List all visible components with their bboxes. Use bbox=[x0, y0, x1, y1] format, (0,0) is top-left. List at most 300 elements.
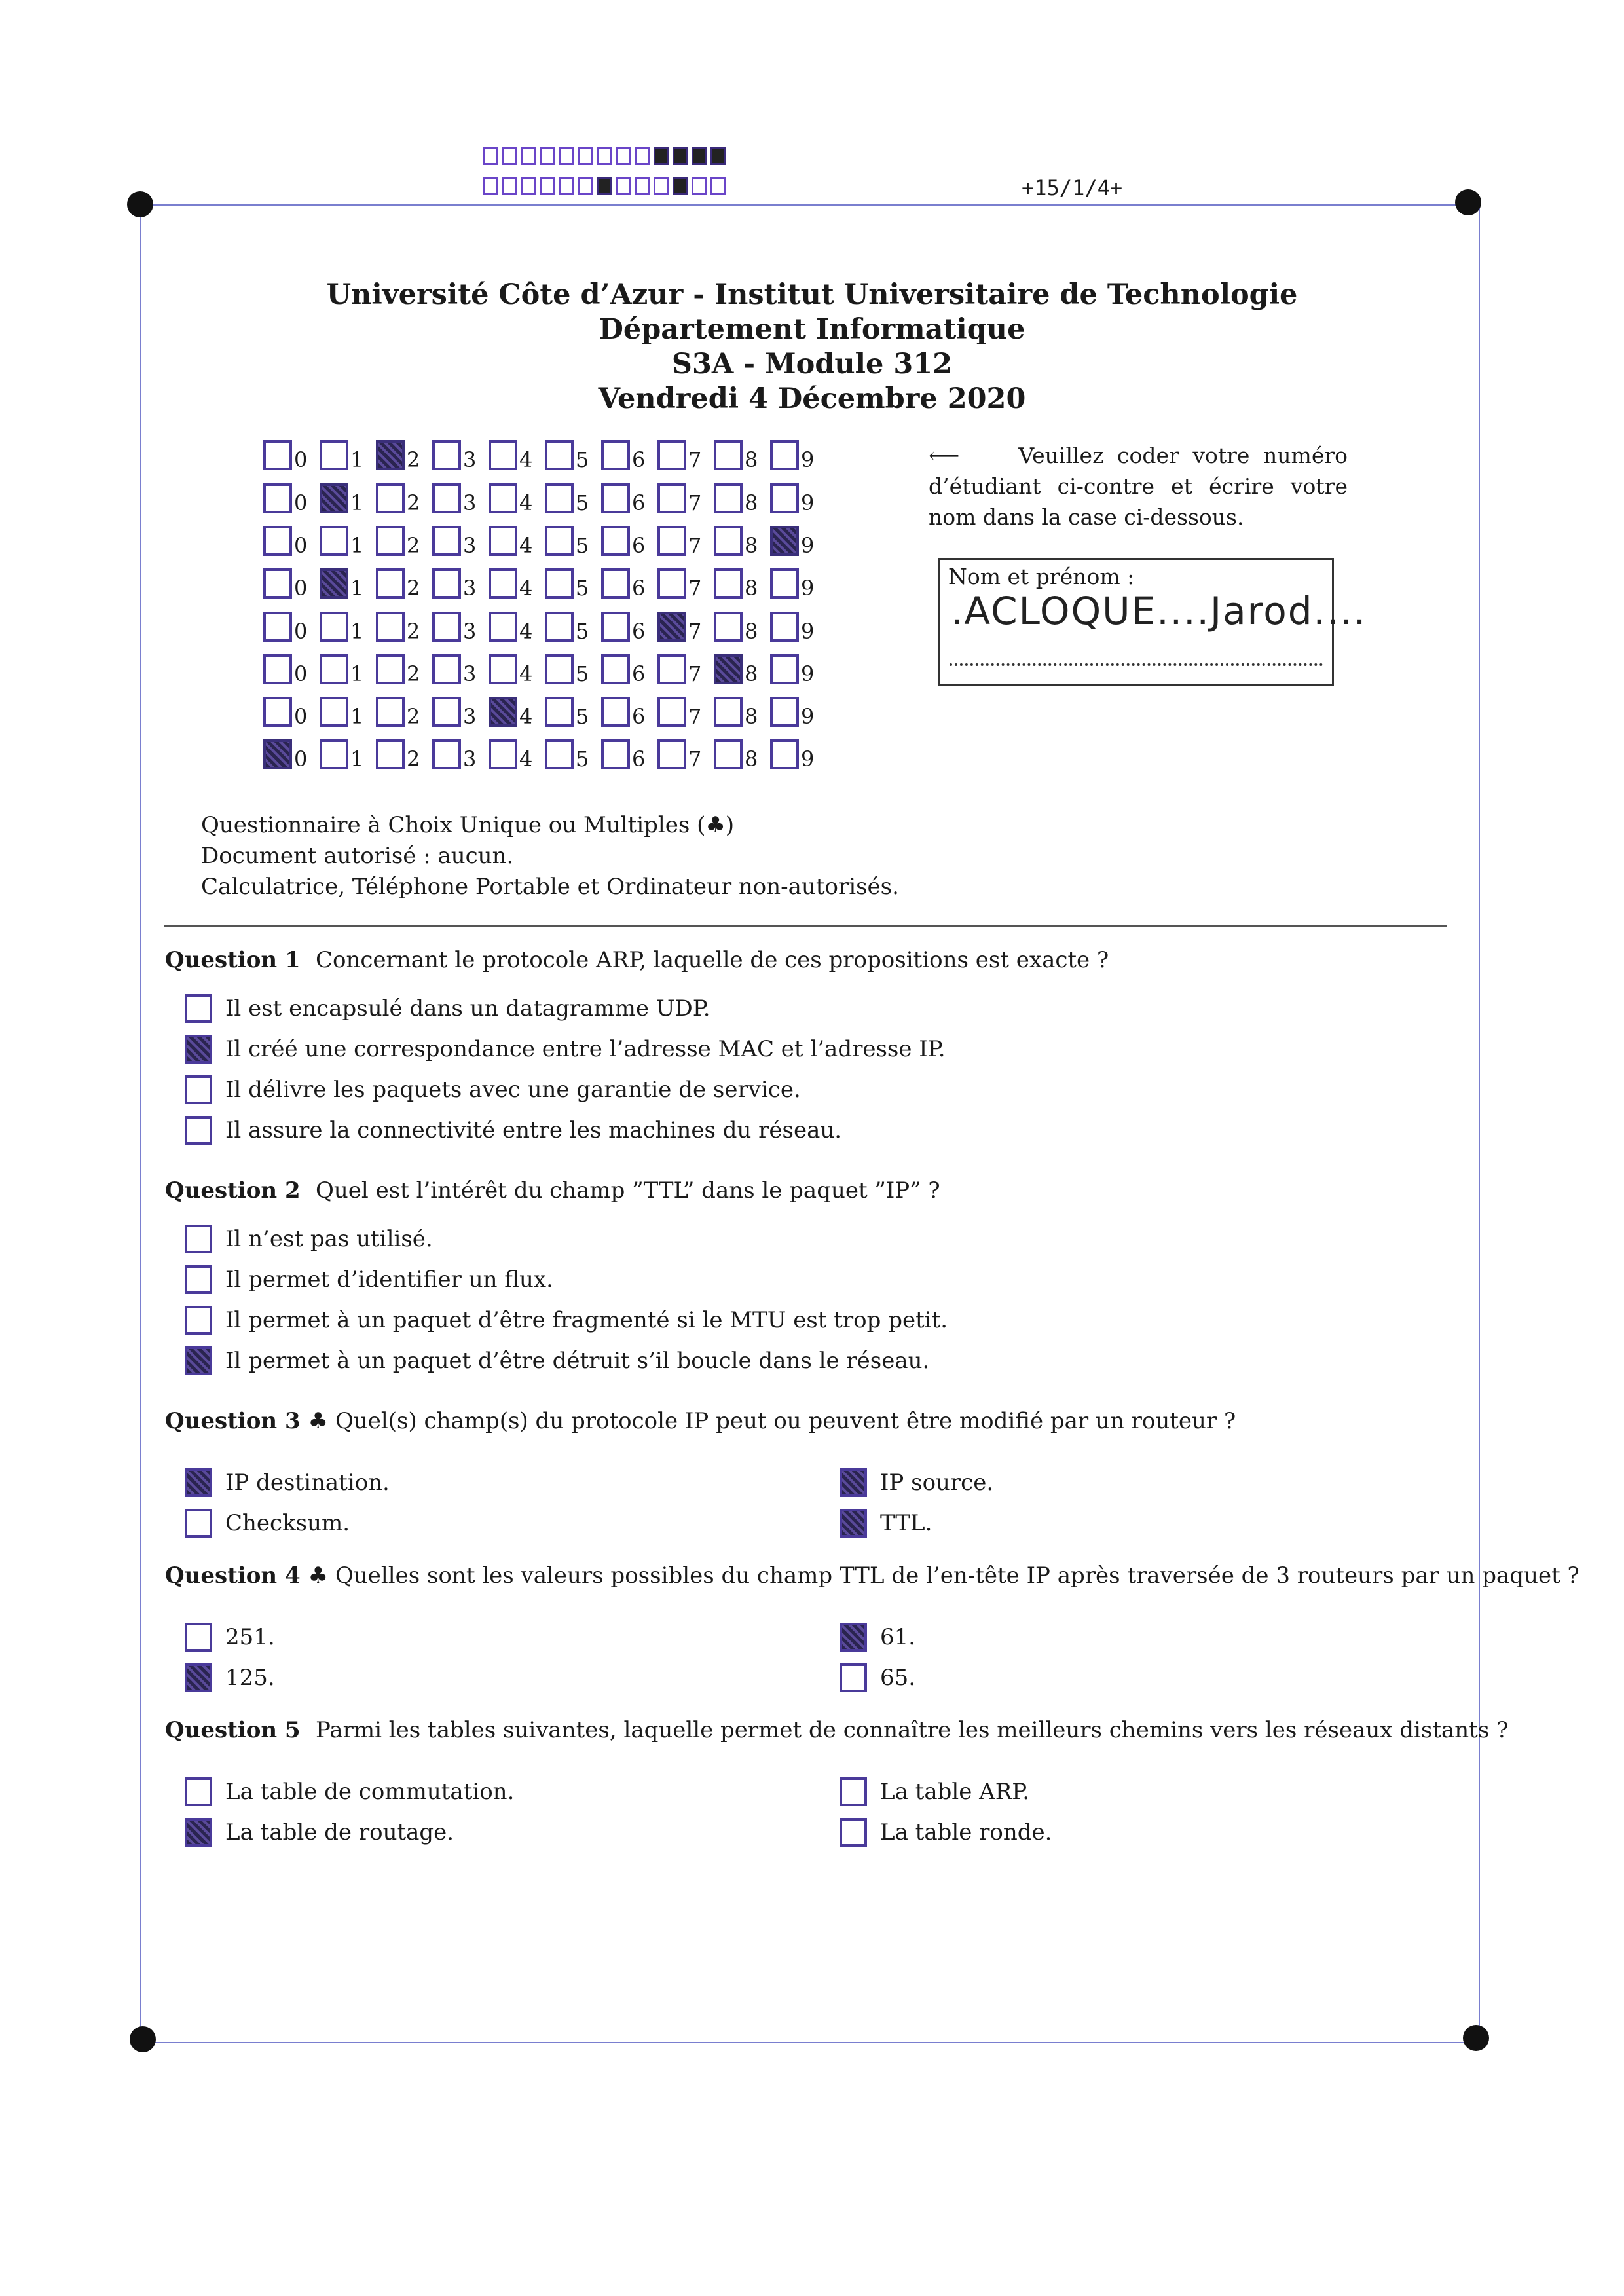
question-3-text: Quel(s) champ(s) du protocole IP peut ou peuvent être modifié par un routeur ? bbox=[335, 1408, 1236, 1434]
digit-option[interactable] bbox=[601, 612, 645, 642]
question-4-label: Question 4 ♣ bbox=[165, 1563, 328, 1589]
corner-dot-top-left bbox=[127, 191, 153, 217]
answer-text: La table de commutation. bbox=[225, 1779, 515, 1805]
digit-option[interactable] bbox=[489, 697, 532, 727]
digit-checkbox[interactable] bbox=[432, 568, 461, 599]
digit-checkbox[interactable] bbox=[770, 612, 799, 642]
digit-checkbox[interactable] bbox=[489, 568, 517, 599]
digit-option[interactable] bbox=[320, 654, 363, 684]
digit-option[interactable] bbox=[432, 440, 476, 470]
digit-label: 3 bbox=[463, 747, 477, 771]
digit-option[interactable] bbox=[545, 739, 589, 769]
digit-label: 1 bbox=[350, 661, 364, 686]
digit-option[interactable] bbox=[489, 739, 532, 769]
code-cell bbox=[540, 177, 555, 195]
digit-option[interactable] bbox=[432, 483, 476, 513]
q1-answer-1[interactable] bbox=[185, 994, 710, 1023]
code-cell bbox=[654, 177, 669, 195]
checkbox[interactable] bbox=[185, 1306, 212, 1335]
answer-text: La table ARP. bbox=[880, 1779, 1030, 1805]
question-3-title bbox=[165, 1408, 1236, 1434]
digit-option[interactable] bbox=[320, 440, 363, 470]
digit-option[interactable] bbox=[376, 697, 420, 727]
digit-label: 4 bbox=[519, 576, 533, 601]
digit-checkbox[interactable] bbox=[432, 526, 461, 556]
digit-option[interactable] bbox=[376, 739, 420, 769]
answer-text: Il créé une correspondance entre l’adresse MAC et l’adresse IP. bbox=[225, 1036, 946, 1062]
answer-text: La table de routage. bbox=[225, 1819, 454, 1845]
digit-checkbox[interactable] bbox=[545, 654, 574, 684]
digit-option[interactable] bbox=[263, 697, 307, 727]
digit-checkbox[interactable] bbox=[320, 612, 348, 642]
checkbox[interactable] bbox=[185, 1075, 212, 1104]
q1-answer-3[interactable] bbox=[185, 1075, 801, 1104]
digit-label: 3 bbox=[463, 661, 477, 686]
checkbox[interactable] bbox=[840, 1509, 867, 1538]
code-cell bbox=[502, 147, 517, 165]
digit-option[interactable] bbox=[376, 526, 420, 556]
digit-checkbox[interactable] bbox=[657, 568, 686, 599]
checkbox[interactable] bbox=[185, 1225, 212, 1253]
digit-option[interactable] bbox=[714, 697, 758, 727]
digit-option[interactable] bbox=[601, 568, 645, 599]
digit-checkbox[interactable] bbox=[489, 440, 517, 470]
digit-option[interactable] bbox=[376, 440, 420, 470]
digit-checkbox[interactable] bbox=[545, 440, 574, 470]
digit-option[interactable] bbox=[657, 568, 701, 599]
digit-label: 7 bbox=[688, 619, 702, 644]
digit-checkbox[interactable] bbox=[601, 568, 630, 599]
digit-checkbox[interactable] bbox=[432, 483, 461, 513]
digit-checkbox[interactable] bbox=[376, 568, 405, 599]
digit-checkbox[interactable] bbox=[489, 654, 517, 684]
digit-label: 5 bbox=[576, 704, 589, 729]
digit-option[interactable] bbox=[376, 612, 420, 642]
digit-option[interactable] bbox=[263, 526, 307, 556]
digit-label: 6 bbox=[632, 491, 646, 515]
digit-checkbox[interactable] bbox=[263, 568, 292, 599]
digit-label: 0 bbox=[294, 619, 308, 644]
digit-label: 2 bbox=[407, 619, 420, 644]
digit-checkbox[interactable] bbox=[432, 739, 461, 769]
digit-option[interactable] bbox=[489, 440, 532, 470]
checkbox[interactable] bbox=[185, 1777, 212, 1806]
digit-checkbox[interactable] bbox=[376, 483, 405, 513]
q2-answer-1[interactable] bbox=[185, 1225, 433, 1253]
digit-checkbox[interactable] bbox=[320, 440, 348, 470]
digit-option[interactable] bbox=[320, 568, 363, 599]
answer-text: Il assure la connectivité entre les machines du réseau. bbox=[225, 1117, 842, 1143]
digit-option[interactable] bbox=[657, 612, 701, 642]
digit-label: 0 bbox=[294, 661, 308, 686]
digit-option[interactable] bbox=[601, 483, 645, 513]
digit-label: 5 bbox=[576, 661, 589, 686]
digit-label: 3 bbox=[463, 704, 477, 729]
checkbox[interactable] bbox=[185, 1663, 212, 1692]
digit-label: 4 bbox=[519, 747, 533, 771]
question-2-text: Quel est l’intérêt du champ ”TTL” dans le paquet ”IP” ? bbox=[316, 1177, 940, 1204]
code-cell bbox=[616, 177, 631, 195]
checkbox[interactable] bbox=[185, 1509, 212, 1538]
digit-label: 7 bbox=[688, 447, 702, 472]
page-code-label: +15/1/4+ bbox=[1022, 176, 1123, 200]
answer-text: 125. bbox=[225, 1665, 275, 1691]
digit-option[interactable] bbox=[320, 483, 363, 513]
digit-option[interactable] bbox=[263, 654, 307, 684]
digit-checkbox[interactable] bbox=[263, 440, 292, 470]
digit-label: 2 bbox=[407, 576, 420, 601]
name-box-label: Nom et prénom : bbox=[948, 564, 1135, 589]
checkbox[interactable] bbox=[185, 994, 212, 1023]
digit-checkbox[interactable] bbox=[489, 526, 517, 556]
digit-option[interactable] bbox=[320, 697, 363, 727]
digit-checkbox[interactable] bbox=[263, 697, 292, 727]
digit-option[interactable] bbox=[432, 697, 476, 727]
answer-text: 61. bbox=[880, 1624, 916, 1650]
checkbox[interactable] bbox=[840, 1623, 867, 1652]
digit-option[interactable] bbox=[545, 568, 589, 599]
digit-option[interactable] bbox=[601, 440, 645, 470]
digit-checkbox[interactable] bbox=[601, 526, 630, 556]
digit-option[interactable] bbox=[489, 526, 532, 556]
digit-checkbox[interactable] bbox=[489, 483, 517, 513]
digit-checkbox[interactable] bbox=[432, 612, 461, 642]
digit-label: 4 bbox=[519, 491, 533, 515]
digit-label: 6 bbox=[632, 704, 646, 729]
digit-checkbox[interactable] bbox=[545, 697, 574, 727]
q1-answer-4[interactable] bbox=[185, 1116, 841, 1145]
header-university: Université Côte d’Azur - Institut Universitaire de Technologie bbox=[326, 278, 1298, 311]
digit-label: 5 bbox=[576, 533, 589, 558]
digit-checkbox[interactable] bbox=[489, 739, 517, 769]
code-cell bbox=[597, 147, 612, 165]
exam-type: Questionnaire à Choix Unique ou Multiples (♣) bbox=[201, 812, 735, 838]
q2-answer-2[interactable] bbox=[185, 1265, 553, 1294]
digit-label: 5 bbox=[576, 447, 589, 472]
digit-checkbox[interactable] bbox=[657, 739, 686, 769]
header-department: Département Informatique bbox=[599, 313, 1025, 346]
answer-text: Il est encapsulé dans un datagramme UDP. bbox=[225, 995, 710, 1022]
digit-option[interactable] bbox=[545, 440, 589, 470]
digit-option[interactable] bbox=[376, 568, 420, 599]
checkbox[interactable] bbox=[185, 1346, 212, 1375]
digit-checkbox[interactable] bbox=[545, 739, 574, 769]
digit-option[interactable] bbox=[714, 568, 758, 599]
digit-checkbox[interactable] bbox=[432, 697, 461, 727]
answer-text: 251. bbox=[225, 1624, 275, 1650]
digit-option[interactable] bbox=[770, 739, 814, 769]
digit-checkbox[interactable] bbox=[714, 440, 743, 470]
digit-checkbox[interactable] bbox=[601, 440, 630, 470]
digit-option[interactable] bbox=[432, 612, 476, 642]
header-module: S3A - Module 312 bbox=[671, 348, 953, 380]
digit-checkbox[interactable] bbox=[657, 440, 686, 470]
digit-label: 0 bbox=[294, 576, 308, 601]
digit-checkbox[interactable] bbox=[376, 697, 405, 727]
digit-option[interactable] bbox=[376, 483, 420, 513]
digit-checkbox[interactable] bbox=[320, 526, 348, 556]
digit-option[interactable] bbox=[545, 654, 589, 684]
digit-checkbox[interactable] bbox=[714, 697, 743, 727]
student-number-instructions bbox=[929, 440, 1348, 532]
digit-label: 0 bbox=[294, 533, 308, 558]
digit-option[interactable] bbox=[657, 697, 701, 727]
digit-label: 1 bbox=[350, 619, 364, 644]
digit-option[interactable] bbox=[770, 697, 814, 727]
q5-answer-4[interactable] bbox=[840, 1818, 1052, 1847]
q3-answer-4[interactable] bbox=[840, 1509, 932, 1538]
q2-answer-4[interactable] bbox=[185, 1346, 929, 1375]
digit-checkbox[interactable] bbox=[714, 739, 743, 769]
digit-option[interactable] bbox=[601, 739, 645, 769]
digit-checkbox[interactable] bbox=[263, 739, 292, 769]
digit-checkbox[interactable] bbox=[376, 440, 405, 470]
digit-option[interactable] bbox=[489, 612, 532, 642]
q4-answer-1[interactable] bbox=[185, 1623, 275, 1652]
checkbox[interactable] bbox=[185, 1468, 212, 1497]
digit-option[interactable] bbox=[263, 612, 307, 642]
digit-checkbox[interactable] bbox=[601, 697, 630, 727]
digit-label: 9 bbox=[801, 704, 815, 729]
digit-label: 1 bbox=[350, 704, 364, 729]
digit-label: 3 bbox=[463, 576, 477, 601]
answer-text: Il permet d’identifier un flux. bbox=[225, 1267, 553, 1293]
digit-label: 3 bbox=[463, 619, 477, 644]
digit-option[interactable] bbox=[432, 568, 476, 599]
digit-option[interactable] bbox=[376, 654, 420, 684]
digit-option[interactable] bbox=[432, 526, 476, 556]
digit-option[interactable] bbox=[545, 697, 589, 727]
digit-checkbox[interactable] bbox=[770, 697, 799, 727]
digit-checkbox[interactable] bbox=[320, 483, 348, 513]
digit-option[interactable] bbox=[770, 612, 814, 642]
digit-checkbox[interactable] bbox=[432, 440, 461, 470]
q4-answer-2[interactable] bbox=[185, 1663, 275, 1692]
digit-checkbox[interactable] bbox=[601, 739, 630, 769]
digit-option[interactable] bbox=[770, 654, 814, 684]
answer-text: Il n’est pas utilisé. bbox=[225, 1226, 433, 1252]
checkbox[interactable] bbox=[840, 1663, 867, 1692]
name-box[interactable] bbox=[938, 558, 1367, 686]
q5-answer-2[interactable] bbox=[185, 1818, 454, 1847]
digit-checkbox[interactable] bbox=[320, 568, 348, 599]
digit-checkbox[interactable] bbox=[770, 568, 799, 599]
digit-option[interactable] bbox=[545, 483, 589, 513]
checkbox[interactable] bbox=[185, 1116, 212, 1145]
q2-answer-3[interactable] bbox=[185, 1306, 948, 1335]
digit-checkbox[interactable] bbox=[376, 739, 405, 769]
digit-checkbox[interactable] bbox=[545, 483, 574, 513]
digit-checkbox[interactable] bbox=[263, 483, 292, 513]
digit-label: 7 bbox=[688, 491, 702, 515]
digit-label: 4 bbox=[519, 533, 533, 558]
q1-answer-2[interactable] bbox=[185, 1035, 946, 1064]
digit-label: 9 bbox=[801, 661, 815, 686]
digit-option[interactable] bbox=[770, 568, 814, 599]
digit-label: 0 bbox=[294, 447, 308, 472]
checkbox[interactable] bbox=[840, 1818, 867, 1847]
digit-label: 7 bbox=[688, 747, 702, 771]
digit-checkbox[interactable] bbox=[714, 483, 743, 513]
code-cell bbox=[502, 177, 517, 195]
question-5-label: Question 5 bbox=[165, 1717, 301, 1743]
q3-answer-3[interactable] bbox=[840, 1468, 993, 1497]
digit-option[interactable] bbox=[714, 612, 758, 642]
code-cell bbox=[578, 147, 593, 165]
digit-option[interactable] bbox=[263, 440, 307, 470]
digit-label: 3 bbox=[463, 491, 477, 515]
digit-option[interactable] bbox=[657, 654, 701, 684]
digit-checkbox[interactable] bbox=[657, 654, 686, 684]
checkbox[interactable] bbox=[185, 1623, 212, 1652]
digit-checkbox[interactable] bbox=[714, 526, 743, 556]
digit-checkbox[interactable] bbox=[770, 526, 799, 556]
digit-option[interactable] bbox=[601, 526, 645, 556]
answer-text: IP source. bbox=[880, 1470, 994, 1496]
digit-option[interactable] bbox=[432, 739, 476, 769]
digit-option[interactable] bbox=[545, 526, 589, 556]
handwritten-name: .ACLOQUE....Jarod.... bbox=[951, 589, 1367, 633]
digit-checkbox[interactable] bbox=[376, 612, 405, 642]
digit-option[interactable] bbox=[770, 440, 814, 470]
digit-checkbox[interactable] bbox=[376, 654, 405, 684]
digit-option[interactable] bbox=[714, 526, 758, 556]
digit-checkbox[interactable] bbox=[770, 654, 799, 684]
question-4-title bbox=[165, 1563, 1579, 1589]
digit-checkbox[interactable] bbox=[657, 526, 686, 556]
digit-checkbox[interactable] bbox=[320, 739, 348, 769]
q5-answer-1[interactable] bbox=[185, 1777, 514, 1806]
digit-option[interactable] bbox=[714, 654, 758, 684]
code-cell bbox=[673, 147, 688, 165]
digit-checkbox[interactable] bbox=[601, 654, 630, 684]
checkbox[interactable] bbox=[840, 1777, 867, 1806]
q3-answer-2[interactable] bbox=[185, 1509, 350, 1538]
digit-checkbox[interactable] bbox=[320, 654, 348, 684]
digit-checkbox[interactable] bbox=[601, 612, 630, 642]
digit-option[interactable] bbox=[601, 697, 645, 727]
digit-option[interactable] bbox=[320, 612, 363, 642]
digit-option[interactable] bbox=[770, 483, 814, 513]
digit-option[interactable] bbox=[657, 440, 701, 470]
checkbox[interactable] bbox=[840, 1468, 867, 1497]
digit-option[interactable] bbox=[432, 654, 476, 684]
q5-answer-3[interactable] bbox=[840, 1777, 1029, 1806]
name-dotted-line bbox=[950, 663, 1323, 666]
code-cell bbox=[521, 147, 536, 165]
digit-checkbox[interactable] bbox=[489, 612, 517, 642]
digit-option[interactable] bbox=[320, 526, 363, 556]
digit-checkbox[interactable] bbox=[432, 654, 461, 684]
digit-label: 7 bbox=[688, 576, 702, 601]
digit-checkbox[interactable] bbox=[657, 697, 686, 727]
digit-option[interactable] bbox=[657, 526, 701, 556]
digit-label: 2 bbox=[407, 747, 420, 771]
digit-label: 6 bbox=[632, 576, 646, 601]
digit-label: 4 bbox=[519, 447, 533, 472]
digit-label: 8 bbox=[745, 447, 758, 472]
question-3-label: Question 3 ♣ bbox=[165, 1408, 328, 1434]
digit-option[interactable] bbox=[714, 483, 758, 513]
code-cell bbox=[483, 147, 498, 165]
digit-option[interactable] bbox=[489, 483, 532, 513]
digit-checkbox[interactable] bbox=[545, 568, 574, 599]
question-2-label: Question 2 bbox=[165, 1177, 301, 1204]
digit-label: 7 bbox=[688, 533, 702, 558]
digit-checkbox[interactable] bbox=[263, 612, 292, 642]
digit-checkbox[interactable] bbox=[545, 612, 574, 642]
digit-option[interactable] bbox=[263, 483, 307, 513]
digit-label: 2 bbox=[407, 533, 420, 558]
code-cell bbox=[559, 147, 574, 165]
checkbox[interactable] bbox=[185, 1035, 212, 1064]
digit-checkbox[interactable] bbox=[714, 654, 743, 684]
question-4-text: Quelles sont les valeurs possibles du champ TTL de l’en-tête IP après traversée de 3 routeurs par un paquet ? bbox=[335, 1563, 1579, 1589]
digit-label: 3 bbox=[463, 533, 477, 558]
digit-option[interactable] bbox=[320, 739, 363, 769]
digit-checkbox[interactable] bbox=[545, 526, 574, 556]
digit-checkbox[interactable] bbox=[770, 440, 799, 470]
digit-checkbox[interactable] bbox=[714, 568, 743, 599]
digit-checkbox[interactable] bbox=[601, 483, 630, 513]
code-cell bbox=[673, 177, 688, 195]
digit-option[interactable] bbox=[545, 612, 589, 642]
digit-label: 1 bbox=[350, 447, 364, 472]
page-code-row-1 bbox=[483, 147, 729, 165]
code-cell bbox=[635, 177, 650, 195]
digit-option[interactable] bbox=[714, 440, 758, 470]
digit-label: 8 bbox=[745, 619, 758, 644]
digit-option[interactable] bbox=[657, 739, 701, 769]
digit-label: 4 bbox=[519, 619, 533, 644]
code-cell bbox=[616, 147, 631, 165]
digit-option[interactable] bbox=[263, 739, 307, 769]
checkbox[interactable] bbox=[185, 1265, 212, 1294]
digit-option[interactable] bbox=[263, 568, 307, 599]
digit-checkbox[interactable] bbox=[657, 483, 686, 513]
instructions-text: Veuillez coder votre numéro d’étudiant ci-contre et écrire votre nom dans la case ci-dessous. bbox=[929, 443, 1348, 530]
digit-checkbox[interactable] bbox=[376, 526, 405, 556]
q4-answer-3[interactable] bbox=[840, 1623, 915, 1652]
digit-checkbox[interactable] bbox=[263, 654, 292, 684]
digit-option[interactable] bbox=[489, 654, 532, 684]
q4-answer-4[interactable] bbox=[840, 1663, 915, 1692]
digit-checkbox[interactable] bbox=[770, 739, 799, 769]
digit-option[interactable] bbox=[657, 483, 701, 513]
code-cell bbox=[597, 177, 612, 195]
devices-forbidden: Calculatrice, Téléphone Portable et Ordinateur non-autorisés. bbox=[201, 874, 899, 900]
digit-checkbox[interactable] bbox=[657, 612, 686, 642]
checkbox[interactable] bbox=[185, 1818, 212, 1847]
digit-option[interactable] bbox=[489, 568, 532, 599]
digit-checkbox[interactable] bbox=[263, 526, 292, 556]
digit-checkbox[interactable] bbox=[714, 612, 743, 642]
answer-text: 65. bbox=[880, 1665, 916, 1691]
digit-label: 7 bbox=[688, 704, 702, 729]
digit-option[interactable] bbox=[714, 739, 758, 769]
digit-label: 6 bbox=[632, 619, 646, 644]
digit-checkbox[interactable] bbox=[489, 697, 517, 727]
digit-option[interactable] bbox=[770, 526, 814, 556]
q3-answer-1[interactable] bbox=[185, 1468, 390, 1497]
digit-checkbox[interactable] bbox=[770, 483, 799, 513]
question-2-title bbox=[165, 1177, 940, 1204]
digit-label: 8 bbox=[745, 576, 758, 601]
digit-label: 0 bbox=[294, 704, 308, 729]
digit-option[interactable] bbox=[601, 654, 645, 684]
digit-checkbox[interactable] bbox=[320, 697, 348, 727]
digit-label: 8 bbox=[745, 491, 758, 515]
